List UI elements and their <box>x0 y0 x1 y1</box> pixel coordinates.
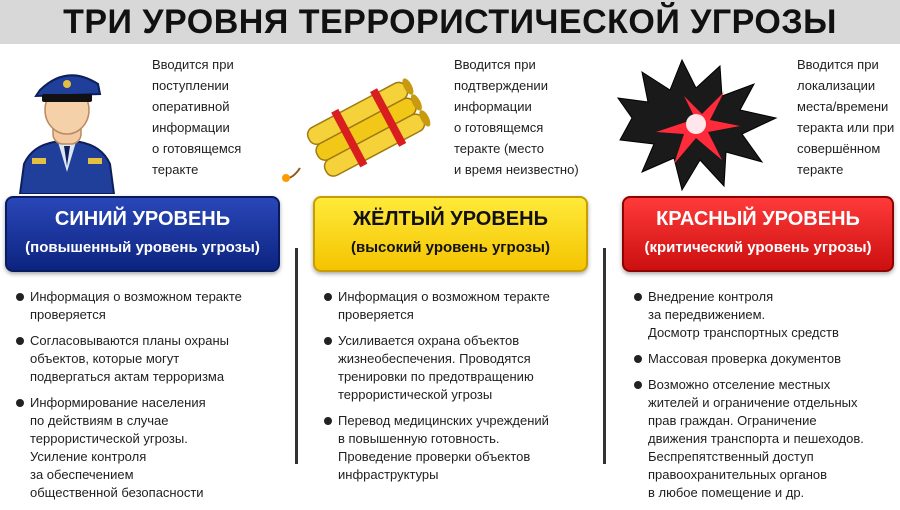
level-name: ЖЁЛТЫЙ УРОВЕНЬ <box>353 208 548 230</box>
level-column-blue <box>0 44 300 510</box>
explosion-icon <box>612 48 782 198</box>
illustration-blue <box>0 54 300 194</box>
level-subtitle: (высокий уровень угрозы) <box>351 239 550 256</box>
level-name: КРАСНЫЙ УРОВЕНЬ <box>656 208 860 230</box>
measures-list <box>322 288 596 492</box>
list-item: Внедрение контроля за передвижением. Досмотр транспортных средств <box>632 288 898 342</box>
illustration-yellow <box>300 54 600 194</box>
intro-text: Вводится при поступлении оперативной информации о готовящемся теракте <box>152 57 242 177</box>
list-item: Усиливается охрана объектов жизнеобеспечения. Проводятся тренировки по предотвращению террористической угрозы <box>322 332 596 404</box>
list-item: Информация о возможном теракте проверяется <box>322 288 596 324</box>
list-item: Перевод медицинских учреждений в повышенную готовность. Проведение проверки объектов инфраструктуры <box>322 412 596 484</box>
list-item: Возможно отселение местных жителей и ограничение отдельных прав граждан. Ограничение движения транспорта и пешеходов. Беспрепятственный доступ правоохранительных органов в любое помещение и др. <box>632 376 898 502</box>
intro-text: Вводится при локализации места/времени теракта или при совершённом теракте <box>797 57 895 177</box>
title-bar <box>0 0 900 44</box>
list-item: Информация о возможном теракте проверяется <box>14 288 294 324</box>
illustration-red <box>600 54 900 194</box>
level-badge-red <box>622 196 894 272</box>
list-item: Массовая проверка документов <box>632 350 898 368</box>
level-badge-yellow <box>313 196 588 272</box>
level-subtitle: (критический уровень угрозы) <box>644 239 872 256</box>
list-item: Информирование населения по действиям в случае террористической угрозы. Усиление контроля за обеспечением общественной безопасности <box>14 394 294 502</box>
level-column-red <box>600 44 900 510</box>
column-divider <box>295 248 298 464</box>
level-subtitle: (повышенный уровень угрозы) <box>25 239 260 256</box>
level-column-yellow <box>300 44 600 510</box>
page-title: ТРИ УРОВНЯ ТЕРРОРИСТИЧЕСКОЙ УГРОЗЫ <box>63 2 837 41</box>
measures-list <box>632 288 898 510</box>
dynamite-icon <box>282 68 442 188</box>
measures-list <box>14 288 294 510</box>
level-name: СИНИЙ УРОВЕНЬ <box>54 208 231 230</box>
police-officer-icon <box>12 54 122 194</box>
intro-text: Вводится при подтверждении информации о готовящемся теракте (место и время неизвестно) <box>454 57 579 177</box>
list-item: Согласовываются планы охраны объектов, которые могут подвергаться актам терроризма <box>14 332 294 386</box>
level-badge-blue <box>5 196 280 272</box>
